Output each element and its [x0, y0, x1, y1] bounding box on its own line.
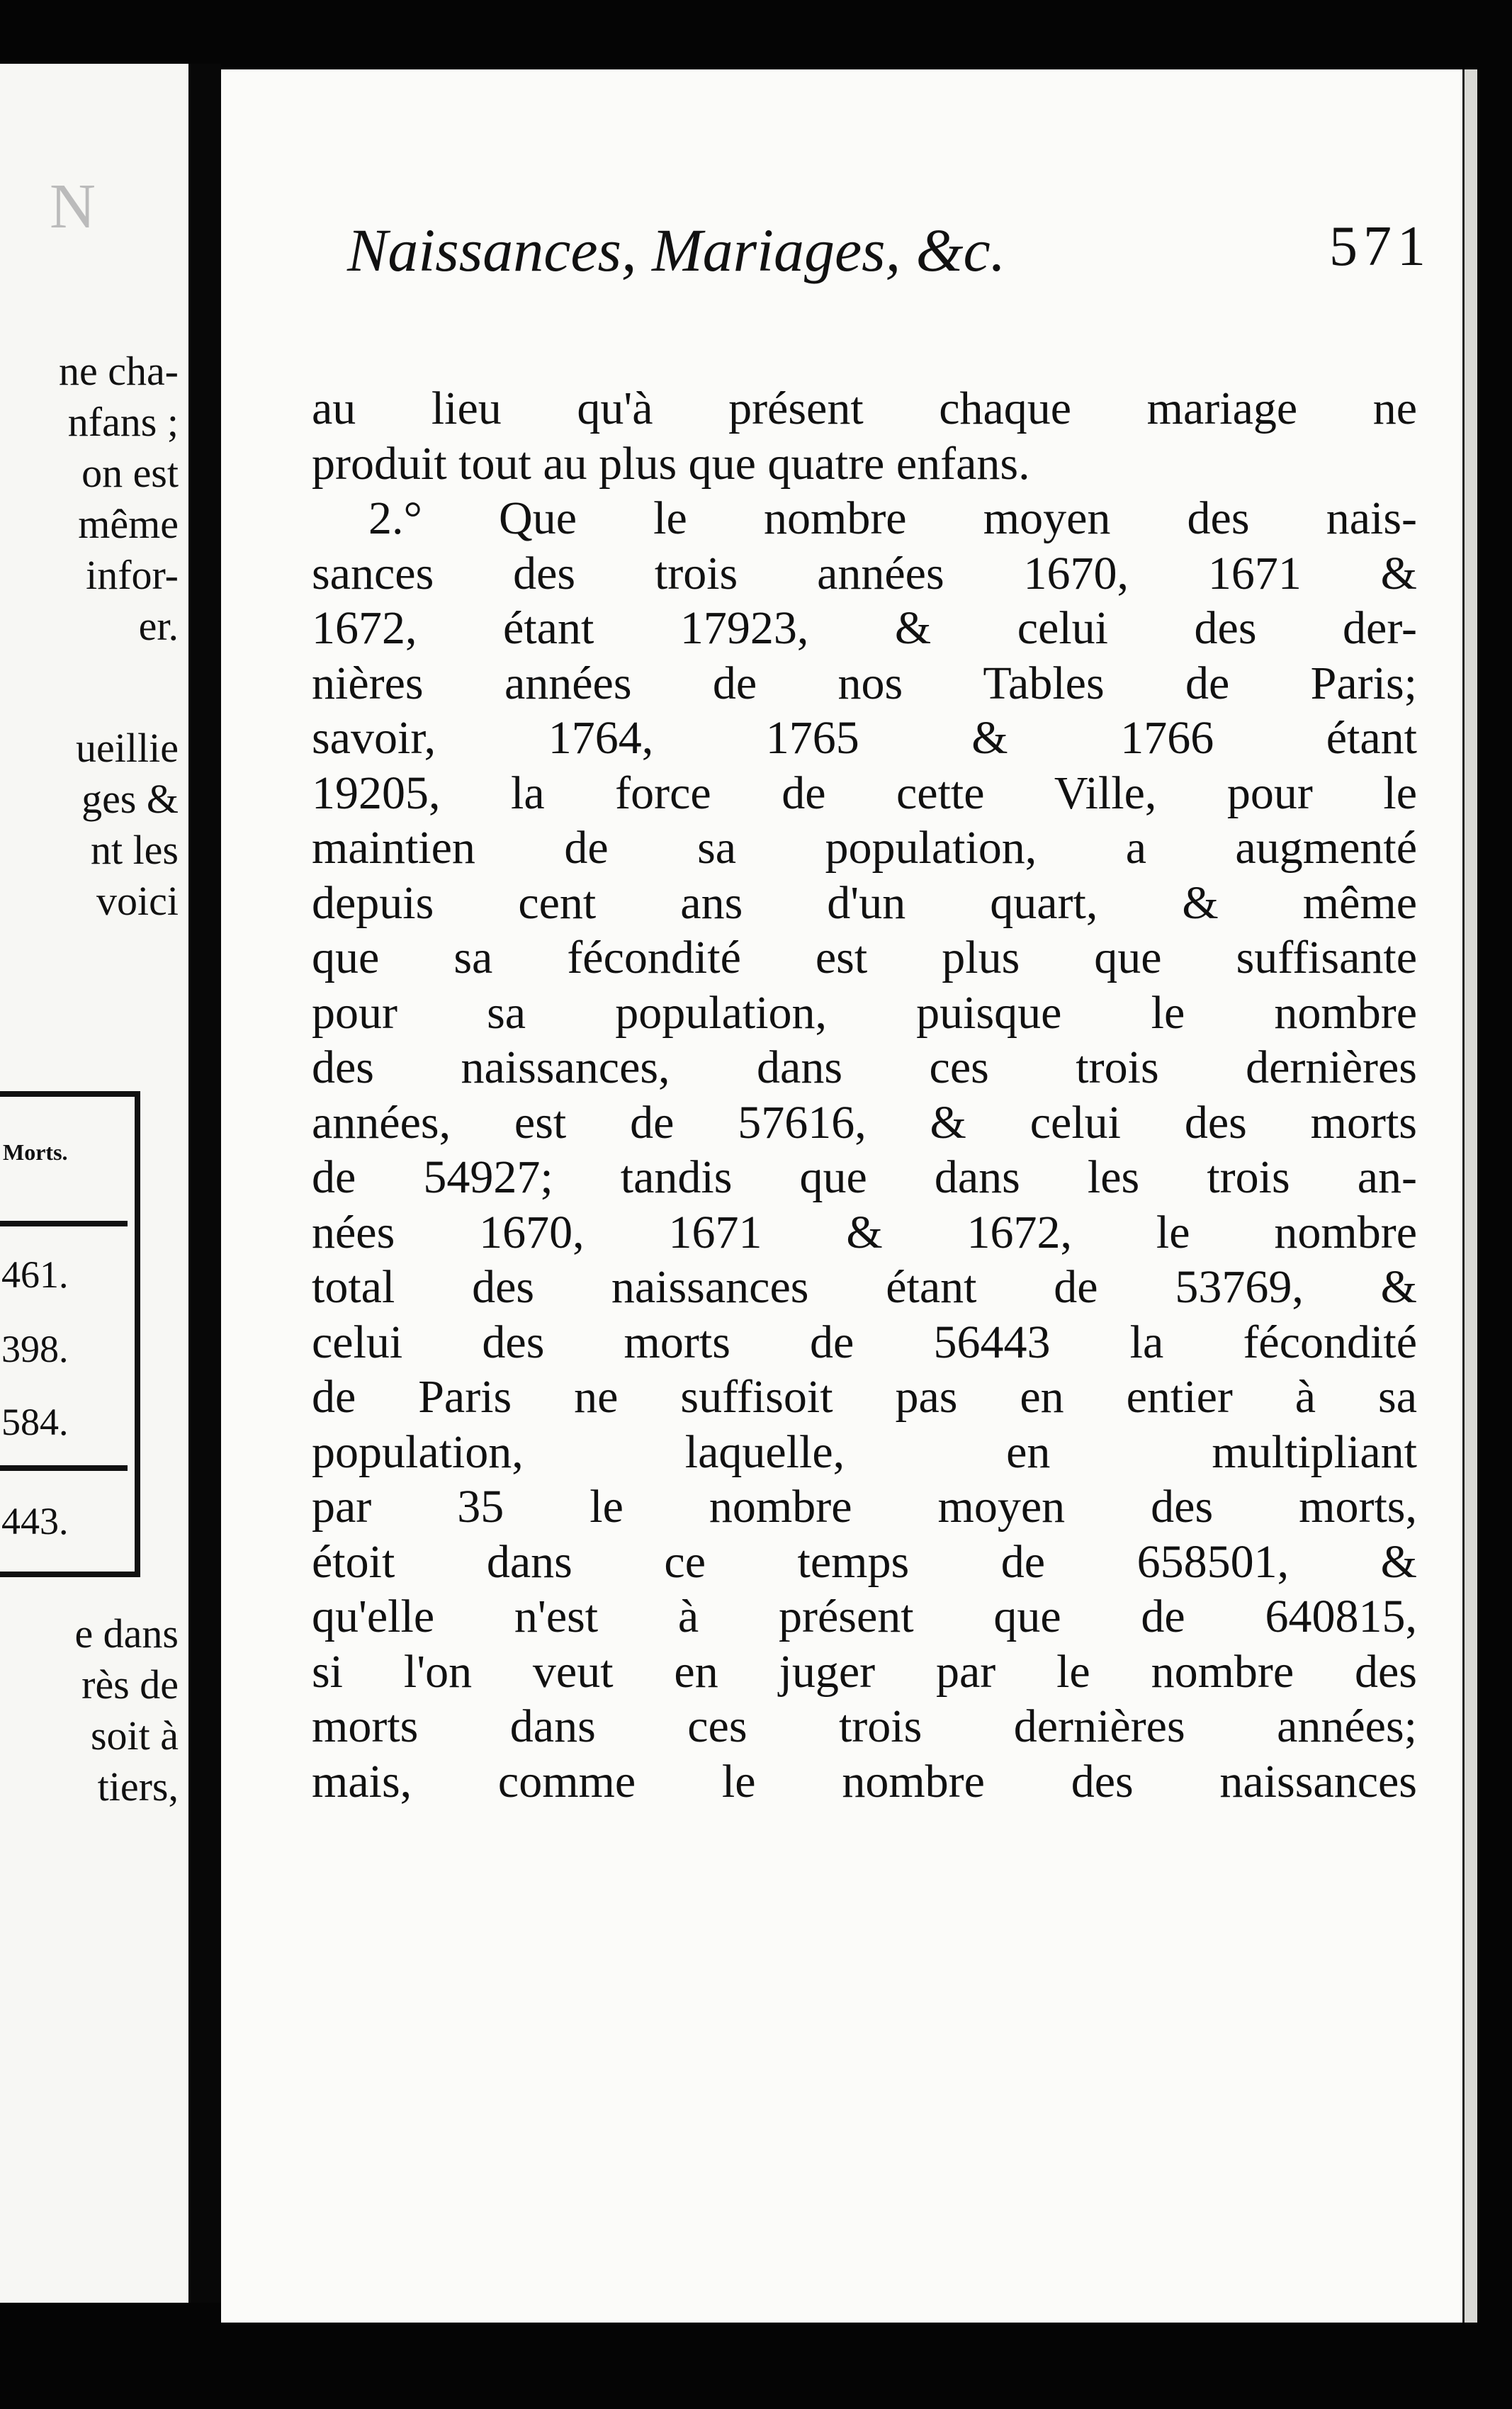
text-line: de 54927; tandis que dans les trois an- — [312, 1151, 1417, 1203]
text-line: produit tout au plus que quatre enfans. — [312, 437, 1030, 490]
table-rule — [0, 1221, 128, 1226]
text-line: sances des trois années 1670, 1671 & — [312, 547, 1417, 599]
table-rule — [0, 1465, 128, 1471]
running-head-title: Naissances, Mariages, &c. — [347, 216, 1006, 284]
left-line: ges & — [81, 776, 179, 822]
text-line: au lieu qu'à présent chaque mariage ne — [312, 383, 1417, 434]
running-head — [347, 215, 1431, 300]
text-line: pour sa population, puisque le nombre — [312, 986, 1417, 1039]
left-page-fragment — [0, 64, 188, 2303]
left-line: e dans — [74, 1610, 179, 1657]
text-line: population, laquelle, en multipliant — [312, 1426, 1417, 1478]
left-faint-heading: N — [50, 171, 96, 242]
text-line: 19205, la force de cette Ville, pour le — [312, 767, 1417, 819]
table-cell: 398. — [1, 1328, 69, 1370]
left-line: infor- — [86, 552, 179, 598]
table-cell: 584. — [1, 1401, 69, 1443]
left-table-fragment — [0, 1091, 140, 1577]
text-line: savoir, 1764, 1765 & 1766 étant — [312, 712, 1417, 764]
left-line: ueillie — [76, 725, 179, 771]
body-text — [312, 381, 1417, 1809]
left-line: ne cha- — [58, 348, 179, 394]
book-gutter — [188, 64, 221, 2303]
left-line: rès de — [81, 1662, 179, 1708]
page-number: 571 — [1329, 215, 1431, 278]
text-line: si l'on veut en juger par le nombre des — [312, 1645, 1417, 1698]
text-line: nées 1670, 1671 & 1672, le nombre — [312, 1206, 1417, 1258]
text-line: étoit dans ce temps de 658501, & — [312, 1535, 1417, 1588]
right-page — [221, 69, 1462, 2323]
table-header: Morts. — [3, 1139, 68, 1165]
table-cell: 461. — [1, 1253, 69, 1296]
text-line: nières années de nos Tables de Paris; — [312, 657, 1417, 709]
left-text-block-top — [0, 346, 179, 652]
text-line: par 35 le nombre moyen des morts, — [312, 1481, 1417, 1533]
text-line: que sa fécondité est plus que suffisante — [312, 932, 1417, 983]
text-line: de Paris ne suffisoit pas en entier à sa — [312, 1371, 1417, 1423]
text-line: années, est de 57616, & celui des morts — [312, 1096, 1417, 1149]
text-line: maintien de sa population, a augmenté — [312, 822, 1417, 874]
left-text-block-bottom — [0, 1608, 179, 1812]
text-line: depuis cent ans d'un quart, & même — [312, 876, 1417, 929]
text-line: mais, comme le nombre des naissances — [312, 1755, 1417, 1807]
text-line: des naissances, dans ces trois dernières — [312, 1042, 1417, 1093]
left-line: nt les — [90, 827, 179, 873]
text-line: celui des morts de 56443 la fécondité — [312, 1316, 1417, 1368]
left-line: on est — [81, 450, 179, 496]
left-line: même — [78, 501, 179, 547]
text-line: morts dans ces trois dernières années; — [312, 1700, 1417, 1752]
left-line: soit à — [90, 1713, 179, 1759]
left-line: voici — [96, 878, 179, 924]
text-line: total des naissances étant de 53769, & — [312, 1261, 1417, 1313]
left-line: tiers, — [97, 1764, 179, 1810]
left-line: nfans ; — [67, 399, 179, 445]
left-text-block-mid — [0, 723, 179, 927]
text-line: qu'elle n'est à présent que de 640815, — [312, 1591, 1417, 1642]
page-edge — [1462, 69, 1477, 2323]
left-line: er. — [138, 603, 179, 649]
text-line: 2.° Que le nombre moyen des nais- — [368, 492, 1417, 544]
table-total-cell: 443. — [1, 1500, 69, 1542]
text-line: 1672, étant 17923, & celui des der- — [312, 602, 1417, 654]
